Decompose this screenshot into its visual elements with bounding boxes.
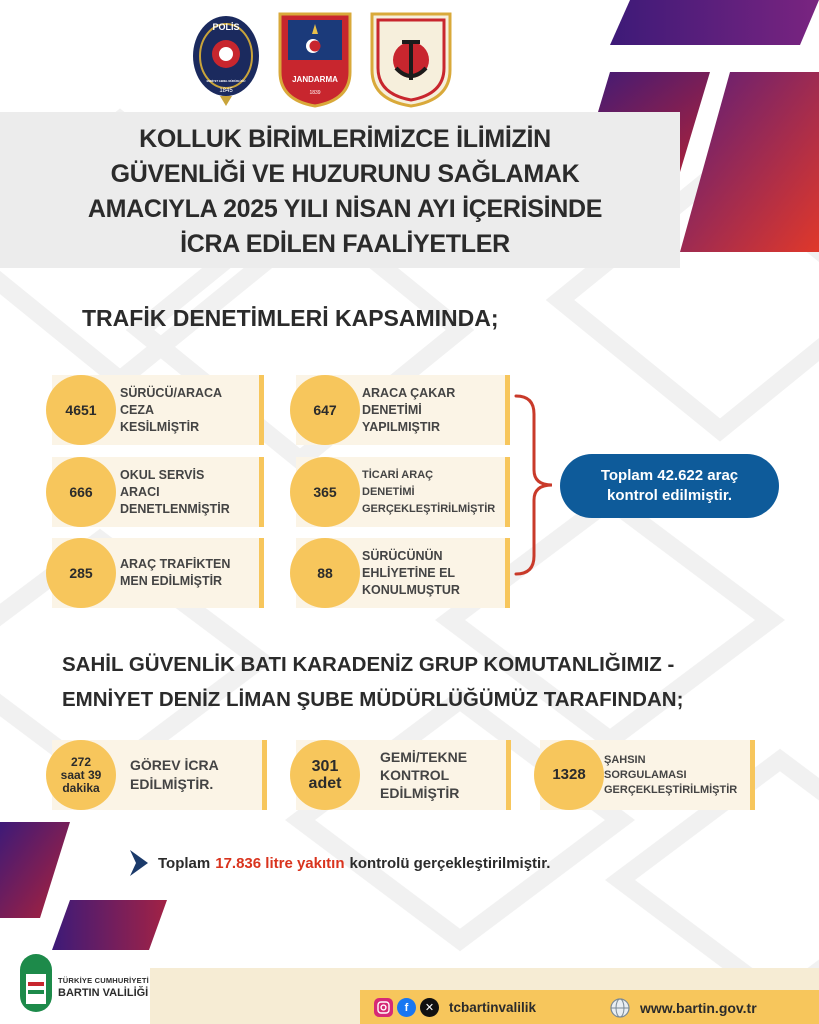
stat-value: 301 adet xyxy=(290,740,360,810)
stat-value: 4651 xyxy=(46,375,116,445)
coast-guard-logo xyxy=(368,10,454,108)
stat-card xyxy=(52,375,264,445)
police-logo-text: POLİS xyxy=(212,22,240,32)
brace-bracket xyxy=(512,392,556,578)
facebook-icon[interactable]: f xyxy=(397,998,416,1017)
social-links xyxy=(374,998,536,1017)
stat-label: GEMİ/TEKNE KONTROL EDİLMİŞTİR xyxy=(380,749,468,801)
gendarmerie-logo-text: JANDARMA xyxy=(292,75,338,84)
stat-value: 88 xyxy=(290,538,360,608)
stat-card xyxy=(296,375,510,445)
stat-label: GÖREV İCRA EDİLMİŞTİR. xyxy=(130,757,219,792)
gendarmerie-logo-year: 1839 xyxy=(309,90,321,96)
title-line: KOLLUK BİRİMLERİMİZCE İLİMİZİN xyxy=(139,125,551,153)
police-logo-subtext: EMNİYET GENEL MÜDÜRLÜĞÜ xyxy=(206,80,246,83)
stat-label: ARACA ÇAKAR DENETİMİ YAPILMIŞTIR xyxy=(362,385,456,434)
globe-icon xyxy=(610,998,630,1018)
title-line: İCRA EDİLEN FAALİYETLER xyxy=(180,230,510,258)
stat-value: 666 xyxy=(46,457,116,527)
coast-heading-line: SAHİL GÜVENLİK BATI KARADENİZ GRUP KOMUTANLIĞIMIZ - xyxy=(62,653,675,676)
stat-label: ARAÇ TRAFİKTEN MEN EDİLMİŞTİR xyxy=(120,557,231,588)
fuel-prefix: Toplam xyxy=(158,854,211,872)
stat-card xyxy=(52,740,267,810)
deco-shape-top xyxy=(610,0,819,48)
total-vehicles-pill: Toplam 42.622 araç kontrol edilmiştir. xyxy=(560,454,779,518)
stat-value: 365 xyxy=(290,457,360,527)
stat-label: ŞAHSIN SORGULAMASI GERÇEKLEŞTİRİLMİŞTİR xyxy=(604,753,738,796)
deco-shape-large xyxy=(680,72,819,252)
gov-line1: TÜRKİYE CUMHURİYETİ xyxy=(58,976,149,985)
coast-heading xyxy=(62,647,683,717)
stat-value: 1328 xyxy=(534,740,604,810)
social-handle[interactable]: tcbartinvalilik xyxy=(449,1000,537,1015)
title-line: AMACIYLA 2025 YILI NİSAN AYI İÇERİSİNDE xyxy=(87,195,603,223)
deco-shape-bottom-small xyxy=(52,900,167,950)
stat-value: 647 xyxy=(290,375,360,445)
arrow-icon xyxy=(130,850,148,876)
stat-label: OKUL SERVİS ARACI DENETLENMİŞTİR xyxy=(120,467,230,516)
website-url[interactable]: www.bartin.gov.tr xyxy=(640,1000,757,1016)
traffic-heading: TRAFİK DENETİMLERİ KAPSAMINDA; xyxy=(82,305,499,331)
governorship-name xyxy=(58,976,149,999)
stat-card xyxy=(296,538,510,608)
stat-label: TİCARİ ARAÇ DENETİMİ GERÇEKLEŞTİRİLMİŞTİR xyxy=(362,468,496,515)
coast-heading-line: EMNİYET DENİZ LİMAN ŞUBE MÜDÜRLÜĞÜMÜZ TARAFINDAN; xyxy=(62,688,684,711)
instagram-icon[interactable] xyxy=(374,998,393,1017)
page-title xyxy=(60,122,630,262)
police-logo-year: 1845 xyxy=(219,88,233,94)
stat-card xyxy=(52,457,264,527)
stat-card xyxy=(296,740,511,810)
fuel-suffix: kontrolü gerçekleştirilmiştir. xyxy=(349,854,551,872)
fuel-highlight: 17.836 litre yakıtın xyxy=(215,854,345,872)
bartin-governorship-logo xyxy=(16,952,56,1014)
website-link[interactable] xyxy=(610,998,757,1018)
stat-value: 285 xyxy=(46,538,116,608)
stat-label: SÜRÜCÜ/ARACA CEZA KESİLMİŞTİR xyxy=(120,385,223,434)
stat-card xyxy=(52,538,264,608)
stat-label: SÜRÜCÜNÜN EHLİYETİNE EL KONULMUŞTUR xyxy=(362,548,460,597)
fuel-summary xyxy=(130,850,550,876)
x-icon[interactable]: ✕ xyxy=(420,998,439,1017)
stat-card xyxy=(540,740,755,810)
title-line: GÜVENLİĞİ VE HUZURUNU SAĞLAMAK xyxy=(110,160,580,188)
gendarmerie-logo xyxy=(276,10,354,108)
gov-line2: BARTIN VALİLİĞİ xyxy=(58,987,149,999)
stat-card xyxy=(296,457,510,527)
stat-value: 272 saat 39 dakika xyxy=(46,740,116,810)
police-logo xyxy=(190,8,262,108)
